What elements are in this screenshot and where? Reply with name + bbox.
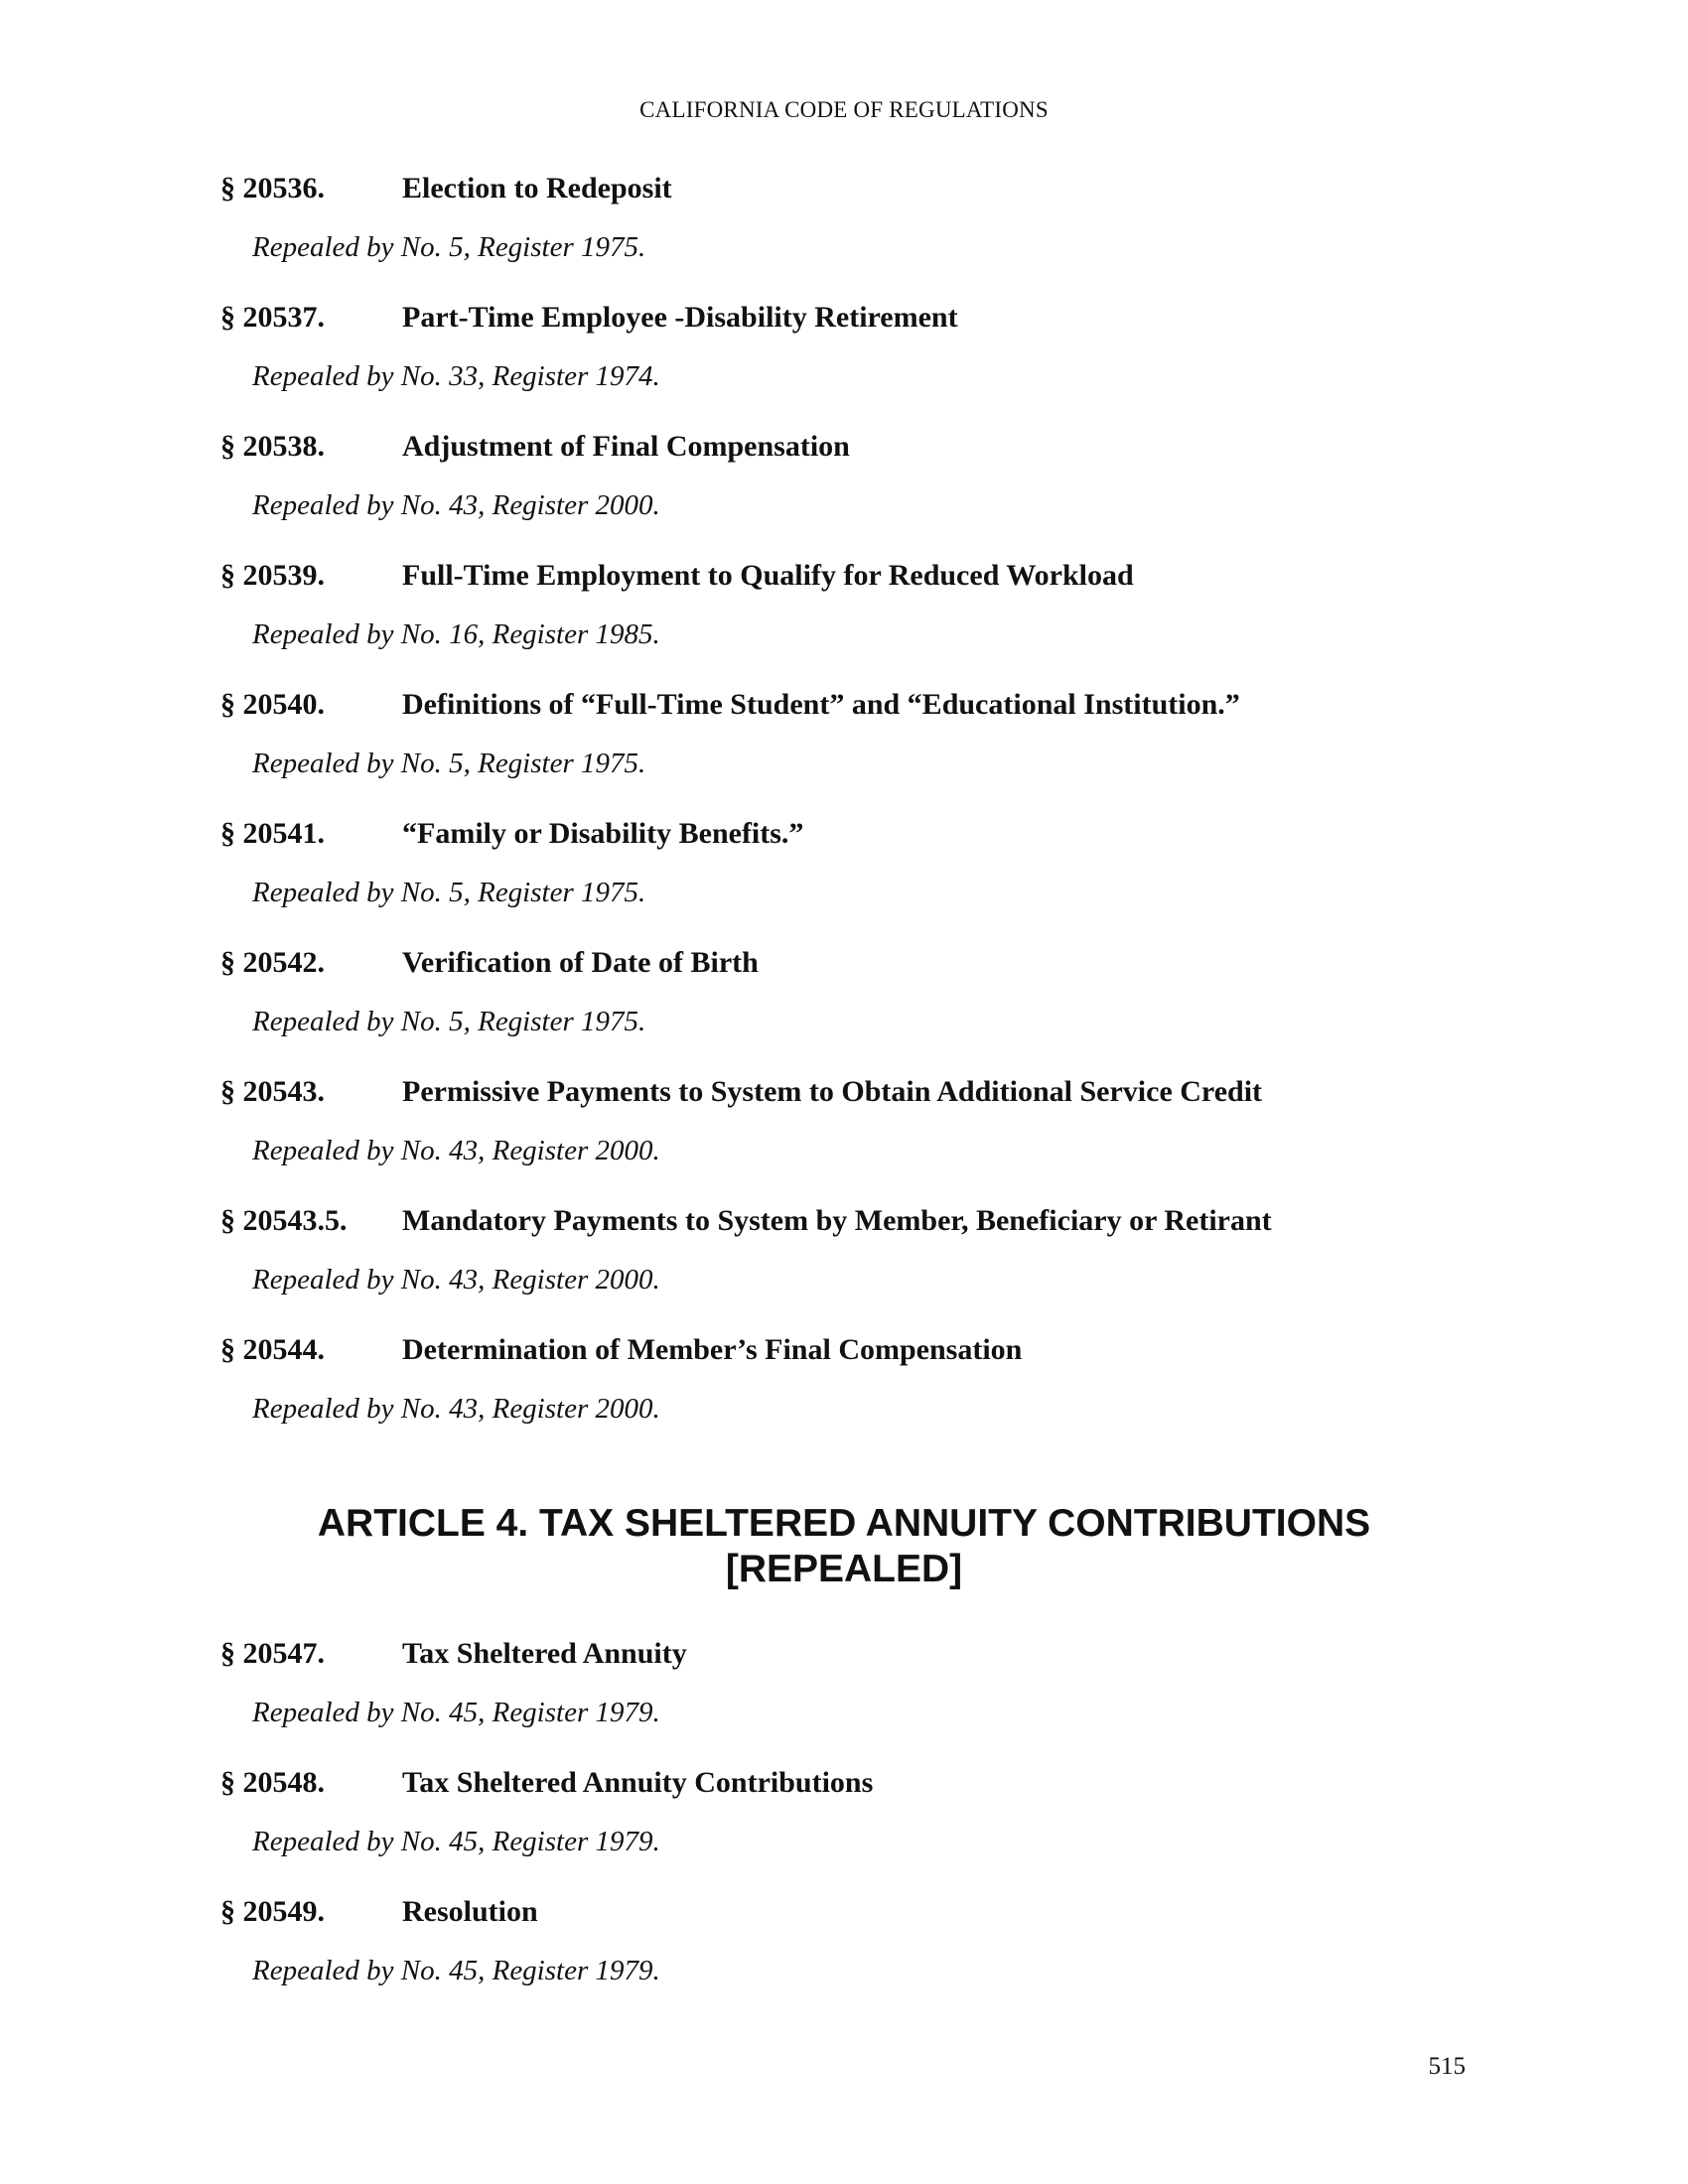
section-title: Tax Sheltered Annuity [402,1637,687,1670]
section-number: § 20541. [220,817,325,850]
section-title: Tax Sheltered Annuity Contributions [402,1766,874,1799]
section-20539 [220,558,1511,651]
section-note: Repealed by No. 43, Register 2000. [252,489,660,521]
section-heading [220,1636,1511,1672]
section-number: § 20543. [220,1075,325,1108]
section-20543-5 [220,1203,1511,1297]
section-20548 [220,1765,1511,1858]
section-title: Mandatory Payments to System by Member, Beneficiary or Retirant [402,1204,1272,1237]
section-heading [220,687,1511,723]
section-heading [220,1203,1511,1239]
section-heading [220,429,1511,465]
section-title: Adjustment of Final Compensation [402,430,850,463]
section-title: Election to Redeposit [402,172,672,205]
section-heading [220,300,1511,336]
section-note: Repealed by No. 43, Register 2000. [252,1135,660,1166]
section-number: § 20536. [220,172,325,205]
section-heading [220,171,1511,206]
section-20542 [220,945,1511,1038]
section-number: § 20543.5. [220,1204,348,1237]
section-number: § 20537. [220,301,325,334]
section-note: Repealed by No. 5, Register 1975. [252,231,646,263]
section-title: Definitions of “Full-Time Student” and “Educational Institution.” [402,688,1240,721]
section-note: Repealed by No. 43, Register 2000. [252,1264,660,1296]
section-heading [220,1332,1511,1368]
section-note: Repealed by No. 43, Register 2000. [252,1393,660,1425]
section-20541 [220,816,1511,909]
section-heading [220,816,1511,852]
section-number: § 20540. [220,688,325,721]
section-heading [220,1765,1511,1801]
section-number: § 20538. [220,430,325,463]
section-title: “Family or Disability Benefits.” [402,817,804,850]
section-title: Resolution [402,1895,538,1928]
section-heading [220,945,1511,981]
section-note: Repealed by No. 45, Register 1979. [252,1826,660,1857]
section-20537 [220,300,1511,393]
section-number: § 20539. [220,559,325,592]
section-note: Repealed by No. 16, Register 1985. [252,618,660,650]
section-note: Repealed by No. 45, Register 1979. [252,1955,660,1986]
section-20540 [220,687,1511,780]
section-number: § 20547. [220,1637,325,1670]
section-number: § 20548. [220,1766,325,1799]
section-20538 [220,429,1511,522]
section-note: Repealed by No. 5, Register 1975. [252,877,646,908]
article-title: ARTICLE 4. TAX SHELTERED ANNUITY CONTRIBUTIONS [317,1502,1371,1545]
section-number: § 20549. [220,1895,325,1928]
section-number: § 20544. [220,1333,325,1366]
section-note: Repealed by No. 45, Register 1979. [252,1697,660,1728]
section-title: Permissive Payments to System to Obtain Additional Service Credit [402,1075,1263,1108]
section-heading [220,1894,1511,1930]
article-status: [REPEALED] [725,1548,963,1590]
section-title: Determination of Member’s Final Compensation [402,1333,1023,1366]
section-heading [220,1074,1511,1110]
section-note: Repealed by No. 5, Register 1975. [252,1006,646,1037]
section-20547 [220,1636,1511,1729]
page-number: 515 [1428,2053,1466,2080]
section-title: Part-Time Employee -Disability Retirement [402,301,958,334]
section-heading [220,558,1511,594]
section-20543 [220,1074,1511,1167]
running-head: CALIFORNIA CODE OF REGULATIONS [639,97,1049,122]
section-20544 [220,1332,1511,1426]
section-number: § 20542. [220,946,325,979]
section-note: Repealed by No. 33, Register 1974. [252,360,660,392]
section-note: Repealed by No. 5, Register 1975. [252,748,646,779]
section-title: Verification of Date of Birth [402,946,759,979]
section-20536 [220,171,1511,264]
section-title: Full-Time Employment to Qualify for Reduced Workload [402,559,1134,592]
article-heading [0,1501,1688,1592]
section-20549 [220,1894,1511,1987]
